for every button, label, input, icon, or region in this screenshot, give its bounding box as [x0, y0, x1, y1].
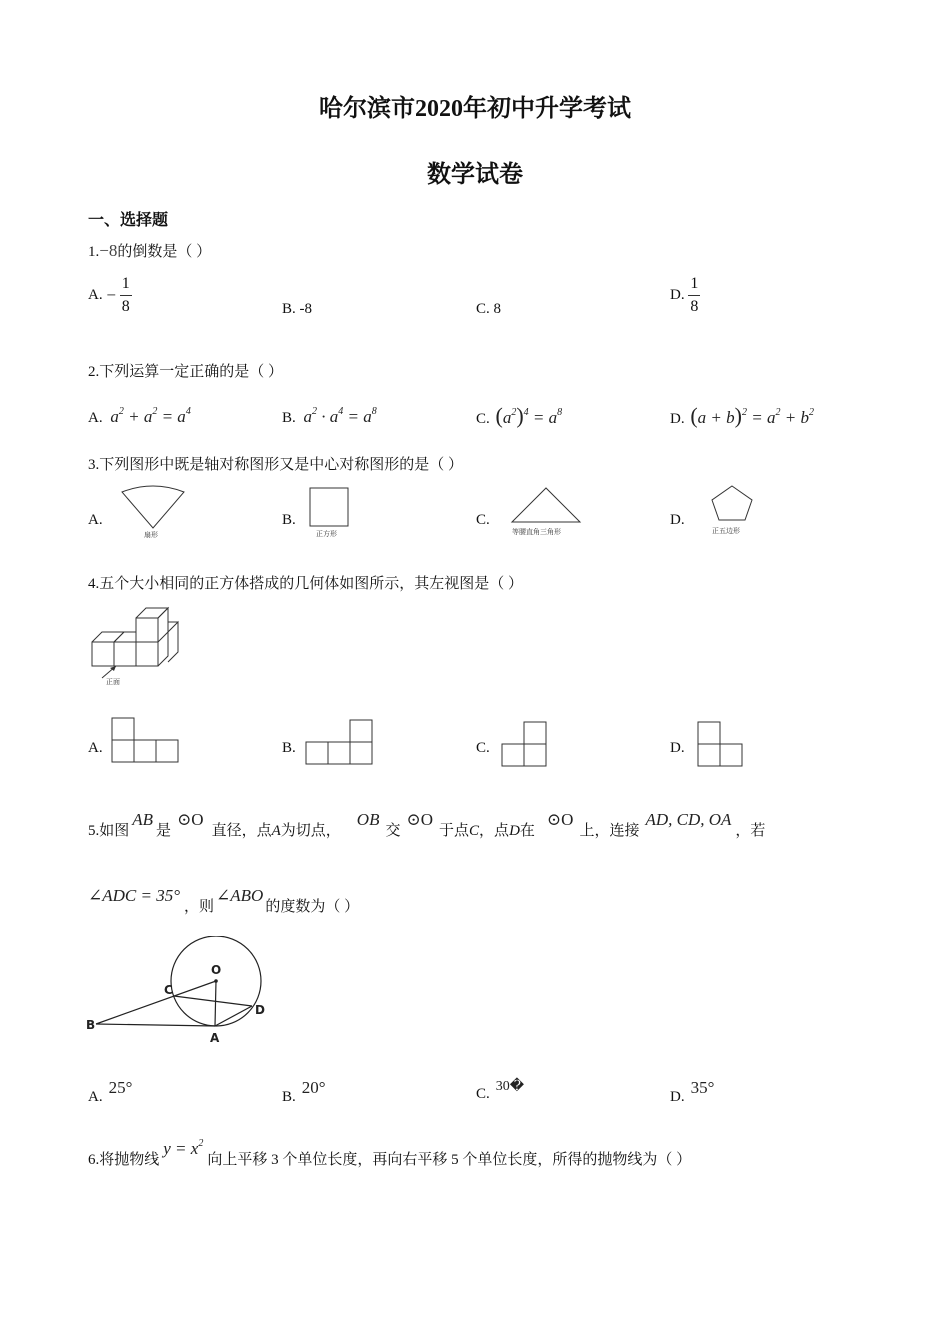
label-B: B [86, 1018, 96, 1032]
sector-figure [118, 484, 188, 542]
q4-a-view-figure [110, 716, 182, 766]
page-subtitle: 数学试卷 [427, 162, 523, 188]
q4-option-b[interactable]: B. [282, 740, 296, 756]
right-isosceles-triangle-figure [508, 486, 586, 542]
question-2-stem: 2.下列运算一定正确的是（ ） [88, 364, 284, 380]
question-1-stem: 1.−8的倒数是（ ） [88, 241, 212, 260]
q1-option-a[interactable]: A. − $\frac{1}{8}$ [88, 275, 130, 315]
square-figure [306, 486, 354, 542]
q3-option-a[interactable]: A. [88, 512, 103, 528]
q1-d-fraction: $\frac{1}{8}$ [690, 275, 699, 315]
label-A: A [210, 1031, 220, 1045]
q2-option-c[interactable]: C. $(a^2)^4 = a^8$ [476, 403, 563, 428]
q5-option-a[interactable]: A. 25° [88, 1078, 133, 1105]
q2-b-expr: $a^2 \cdot a^4 = a^8$ [303, 406, 377, 426]
q4-option-d[interactable]: D. [670, 740, 685, 756]
q2-option-d[interactable]: D. $(a + b)^2 = a^2 + b^2$ [670, 403, 814, 428]
q2-a-expr: $a^2 + a^2 = a^4$ [110, 406, 191, 426]
question-5-line-1: 5.如图AB是⊙O直径，点A为切点，OB交⊙O于点C，点D在⊙O上，连接AD, CD, OA，若 [88, 810, 766, 839]
question-6-stem: 6.将抛物线$y = x^2$向上平移 3 个单位长度，再向右平移 5 个单位长度，所得的抛物线为（ ） [88, 1138, 692, 1168]
q5-option-b[interactable]: B. 20° [282, 1078, 326, 1105]
page-title: 哈尔滨市2020年初中升学考试 [319, 96, 631, 122]
section-heading: 一、选择题 [88, 212, 169, 229]
q3-option-c[interactable]: C. [476, 512, 490, 528]
q2-option-b[interactable]: B. $a^2 \cdot a^4 = a^8$ [282, 406, 377, 426]
q1-option-b[interactable]: B. -8 [282, 301, 312, 317]
question-4-stem: 4.五个大小相同的正方体搭成的几何体如图所示，其左视图是（ ） [88, 576, 524, 592]
question-3-stem: 3.下列图形中既是轴对称图形又是中心对称图形的是（ ） [88, 457, 464, 473]
square-caption: 正方形 [316, 530, 337, 538]
q5-option-d[interactable]: D. 35° [670, 1078, 715, 1105]
sector-caption: 扇形 [144, 531, 158, 539]
regular-pentagon-figure [706, 484, 762, 540]
question-5-line-2: ∠ADC = 35°，则∠ABO的度数为（ ） [88, 886, 360, 915]
q4-b-view-figure [304, 718, 376, 768]
q4-option-c[interactable]: C. [476, 740, 490, 756]
cube-solid-figure [88, 604, 192, 688]
q1-option-c[interactable]: C. 8 [476, 301, 502, 317]
q4-option-a[interactable]: A. [88, 740, 103, 756]
q4-c-view-figure [500, 720, 552, 770]
q1-option-d[interactable]: D. $\frac{1}{8}$ [670, 275, 699, 315]
q5-option-c[interactable]: C. 30� [476, 1079, 525, 1102]
label-C: C [164, 983, 173, 997]
q2-c-expr: $(a^2)^4 = a^8$ [495, 403, 563, 428]
q2-d-expr: $(a + b)^2 = a^2 + b^2$ [690, 403, 814, 428]
triangle-caption: 等腰直角三角形 [512, 528, 561, 536]
q3-option-b[interactable]: B. [282, 512, 296, 528]
front-caption: 正面 [106, 678, 120, 686]
pentagon-caption: 正五边形 [712, 527, 740, 535]
q2-option-a[interactable]: A. $a^2 + a^2 = a^4$ [88, 406, 191, 426]
q1-a-fraction: $\frac{1}{8}$ [121, 275, 130, 315]
q3-option-d[interactable]: D. [670, 512, 685, 528]
label-D: D [255, 1003, 265, 1017]
circle-tangent-figure [84, 936, 274, 1048]
q4-d-view-figure [696, 720, 748, 770]
q6-expr: $y = x^2$ [163, 1138, 204, 1158]
label-O: O [211, 963, 222, 977]
